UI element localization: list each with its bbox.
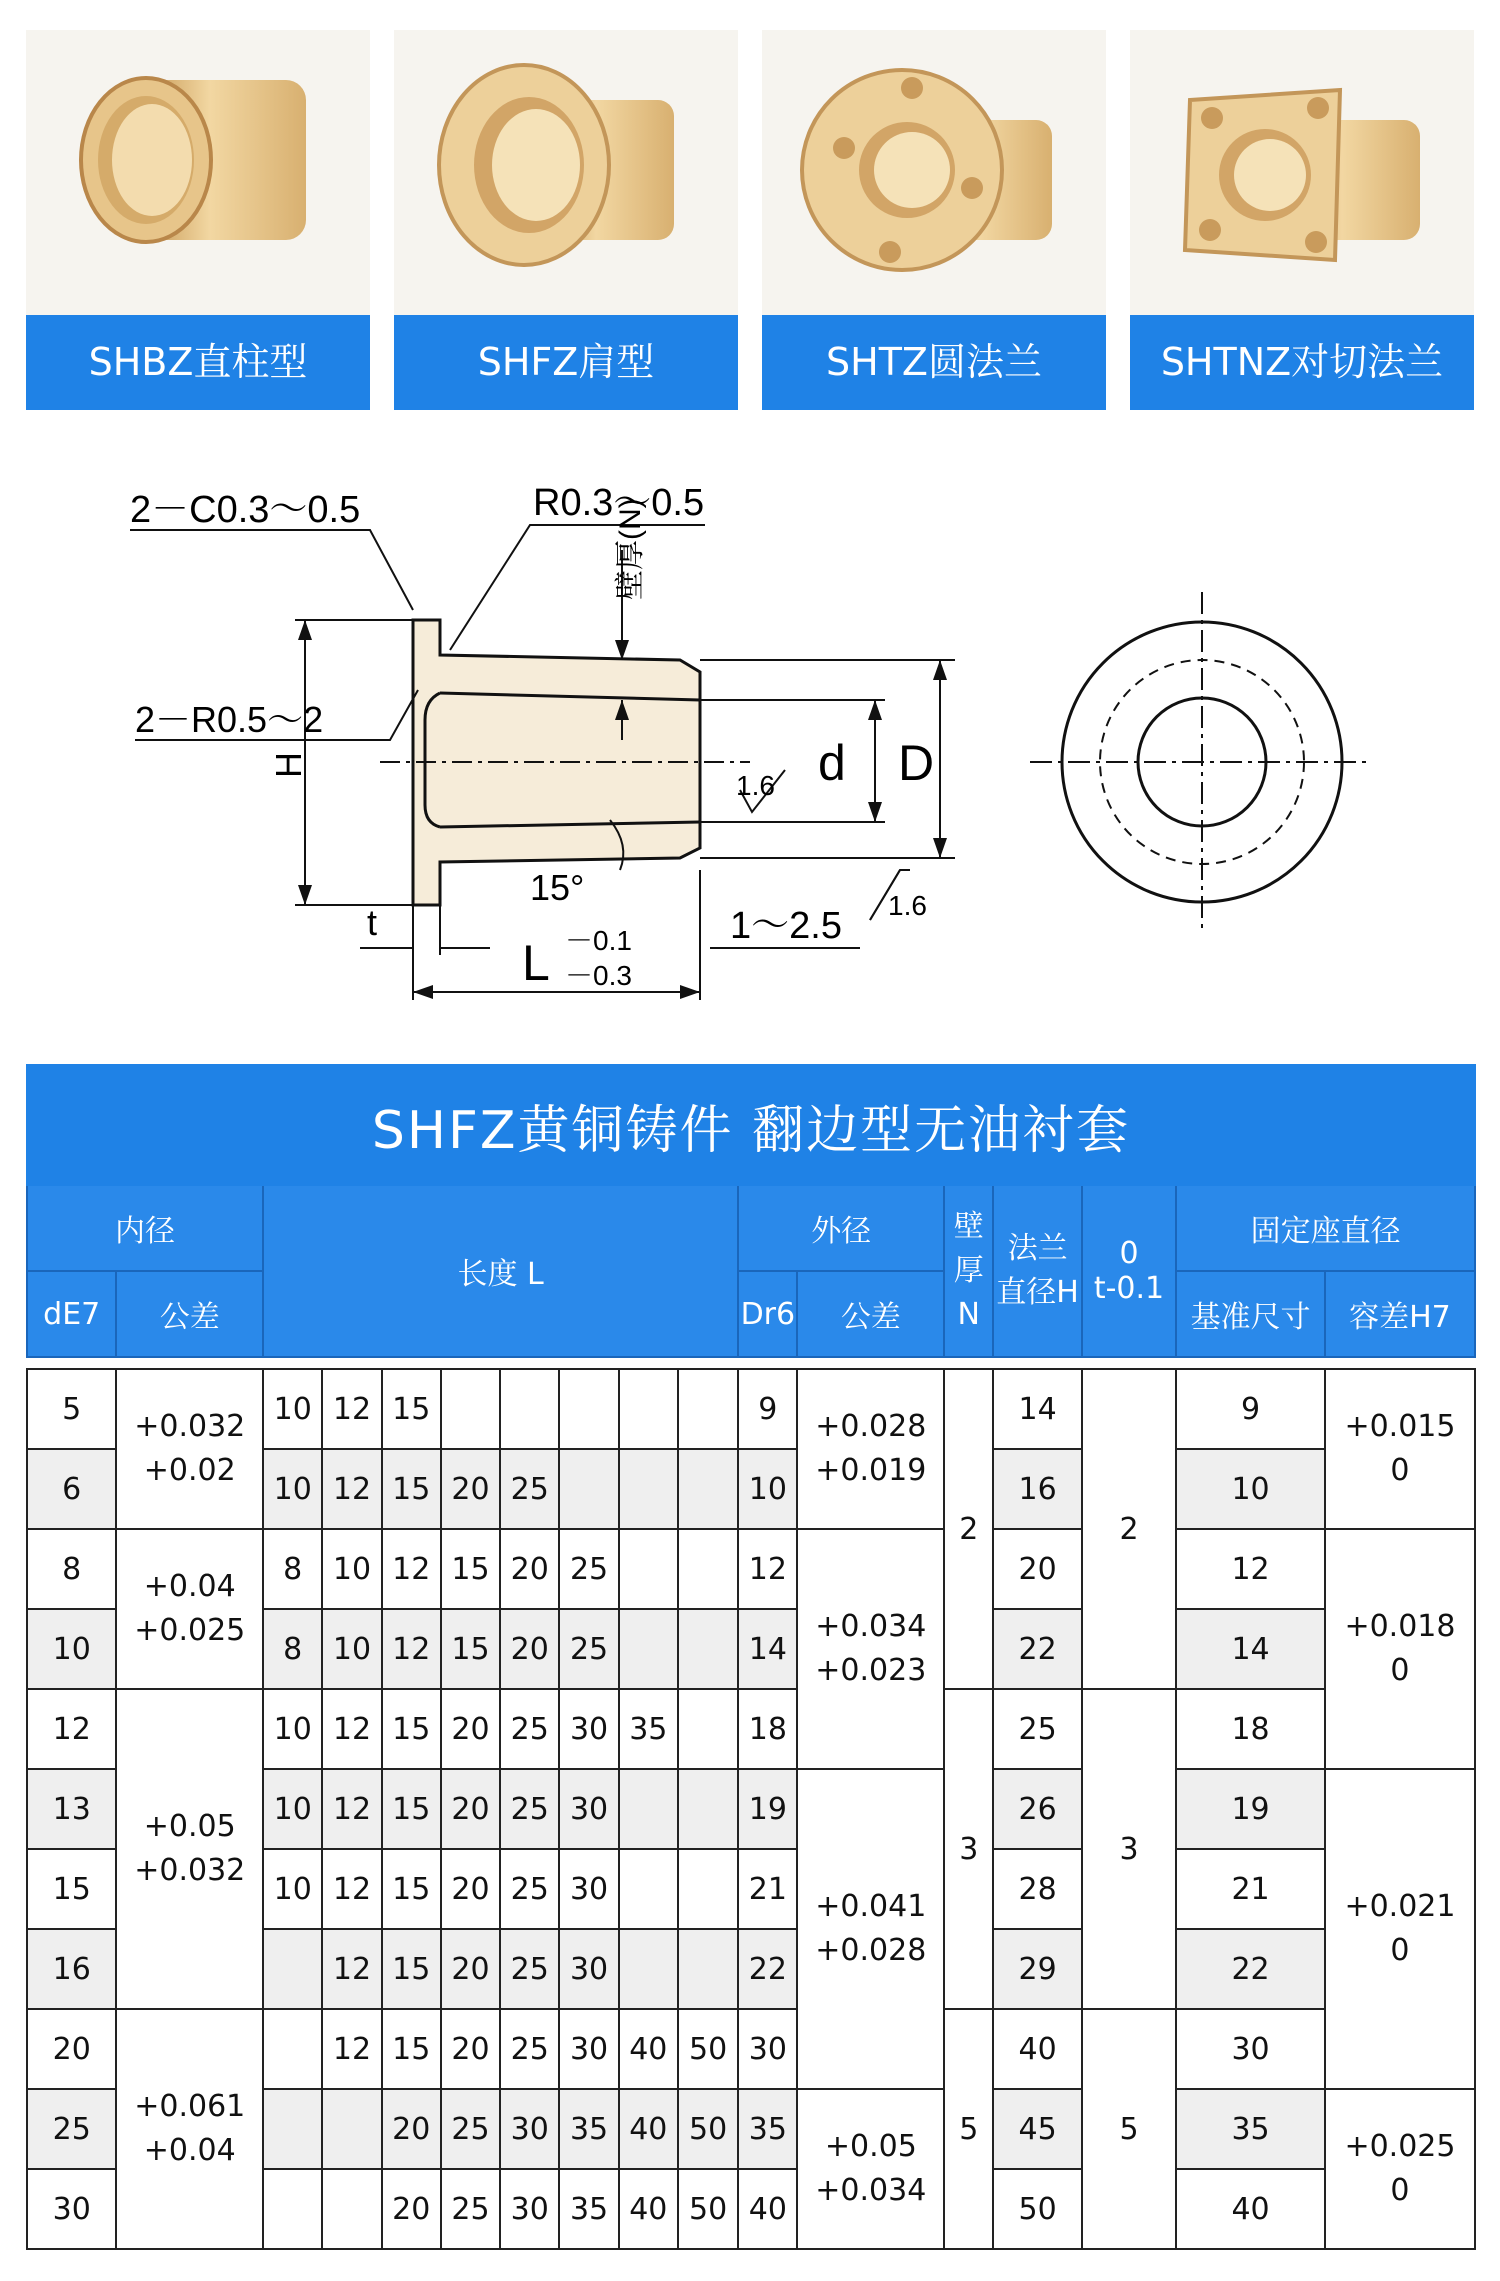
length-cell [559, 1449, 618, 1529]
length-cell: 15 [382, 1929, 441, 2009]
length-cell: 12 [322, 2009, 381, 2089]
inner-tolerance-cell [116, 2009, 263, 2249]
product-card-shfz[interactable] [394, 30, 738, 410]
h7-tolerance-cell [1325, 2089, 1475, 2249]
tolerance-lower: +0.02 [143, 1453, 236, 1488]
bushing-round-flange-icon [762, 30, 1106, 315]
length-cell [678, 1449, 738, 1529]
table-row [27, 1529, 1475, 1609]
chamfer-label: 2－C0.3～0.5 [130, 489, 361, 531]
flange-diameter-cell: 16 [993, 1449, 1081, 1529]
flange-thickness-cell: 3 [1082, 1689, 1176, 2009]
tolerance-upper: +0.015 [1344, 1409, 1456, 1444]
length-cell: 12 [322, 1849, 381, 1929]
length-cell: 15 [441, 1529, 500, 1609]
length-cell [619, 1449, 678, 1529]
h7-tolerance-cell [1325, 1369, 1475, 1529]
wall-thickness-cell: 3 [944, 1689, 993, 2009]
product-label: SHTNZ对切法兰 [1130, 315, 1474, 410]
length-cell: 30 [559, 1849, 618, 1929]
seat-base-cell: 12 [1176, 1529, 1325, 1609]
length-cell: 10 [263, 1849, 322, 1929]
flange-diameter-cell: 45 [993, 2089, 1081, 2169]
length-cell: 20 [441, 1449, 500, 1529]
outer-diameter-cell: 18 [738, 1689, 797, 1769]
length-cell [322, 2169, 381, 2249]
length-cell [619, 1929, 678, 2009]
tolerance-lower: +0.04 [143, 2133, 236, 2168]
length-cell: 15 [382, 2009, 441, 2089]
length-cell: 12 [322, 1769, 381, 1849]
seat-base-cell: 9 [1176, 1369, 1325, 1449]
length-cell [263, 2169, 322, 2249]
length-cell: 10 [322, 1529, 381, 1609]
outer-diameter-cell: 22 [738, 1929, 797, 2009]
tolerance-lower: 0 [1390, 2173, 1410, 2208]
L-tolerance-lower: －0.3 [565, 960, 632, 991]
length-cell: 30 [500, 2089, 559, 2169]
length-cell: 20 [441, 1929, 500, 2009]
tolerance-upper: +0.05 [824, 2129, 917, 2164]
length-cell: 15 [382, 1849, 441, 1929]
outer-diameter-cell: 9 [738, 1369, 797, 1449]
inner-diameter-cell: 6 [27, 1449, 116, 1529]
tolerance-lower: +0.032 [134, 1853, 246, 1888]
length-cell: 20 [441, 1769, 500, 1849]
length-cell: 20 [441, 1849, 500, 1929]
tolerance-upper: +0.018 [1344, 1609, 1456, 1644]
outer-tolerance-cell [797, 1769, 944, 2089]
length-cell [619, 1609, 678, 1689]
length-cell [678, 1609, 738, 1689]
length-cell [619, 1369, 678, 1449]
length-cell: 40 [619, 2169, 678, 2249]
length-cell: 20 [382, 2169, 441, 2249]
wall-thickness-label: 壁厚(N) [614, 498, 647, 600]
length-cell: 50 [678, 2089, 738, 2169]
length-cell [678, 1529, 738, 1609]
bushing-cut-flange-icon [1130, 30, 1474, 315]
flange-thickness-cell: 5 [1082, 2009, 1176, 2249]
seat-base-cell: 14 [1176, 1609, 1325, 1689]
header-t-tolerance [1082, 1185, 1176, 1357]
length-cell [619, 1529, 678, 1609]
length-cell [500, 1369, 559, 1449]
length-cell: 15 [382, 1369, 441, 1449]
outer-diameter-cell: 10 [738, 1449, 797, 1529]
tolerance-upper: +0.032 [134, 1409, 246, 1444]
length-cell [678, 1689, 738, 1769]
tolerance-upper: +0.05 [143, 1809, 236, 1844]
length-cell [322, 2089, 381, 2169]
wall-thickness-cell: 2 [944, 1369, 993, 1689]
tolerance-upper: +0.034 [815, 1609, 927, 1644]
technical-drawing [0, 440, 1500, 1020]
length-cell: 15 [382, 1769, 441, 1849]
product-card-shtnz[interactable] [1130, 30, 1474, 410]
length-cell [263, 1929, 322, 2009]
length-cell: 10 [263, 1689, 322, 1769]
inner-diameter-cell: 15 [27, 1849, 116, 1929]
t-label: t [367, 902, 378, 943]
tolerance-upper: +0.021 [1344, 1889, 1456, 1924]
length-cell: 35 [559, 2169, 618, 2249]
outer-tolerance-cell [797, 1369, 944, 1529]
radius-top-label: R0.3～0.5 [533, 482, 705, 524]
length-cell: 15 [382, 1689, 441, 1769]
tolerance-lower: 0 [1390, 1653, 1410, 1688]
length-cell: 35 [619, 1689, 678, 1769]
spec-table-wrapper [26, 1064, 1476, 2250]
header-base-size: 基准尺寸 [1176, 1271, 1325, 1357]
inner-diameter-cell: 16 [27, 1929, 116, 2009]
length-cell [678, 1929, 738, 2009]
tolerance-lower: +0.034 [815, 2173, 927, 2208]
length-cell: 15 [441, 1609, 500, 1689]
angle-label: 15° [530, 867, 585, 908]
inner-diameter-cell: 5 [27, 1369, 116, 1449]
h7-tolerance-cell [1325, 1769, 1475, 2089]
tolerance-lower: 0 [1390, 1933, 1410, 1968]
length-cell: 50 [678, 2009, 738, 2089]
product-card-shtz[interactable] [762, 30, 1106, 410]
header-seat-diameter: 固定座直径 [1176, 1185, 1475, 1271]
length-cell: 30 [559, 1929, 618, 2009]
radius-inner-label: 2－R0.5～2 [135, 699, 324, 740]
table-row [27, 2009, 1475, 2089]
header-inner-diameter: 内径 [27, 1185, 263, 1271]
outer-tolerance-cell [797, 1529, 944, 1769]
length-cell: 20 [382, 2089, 441, 2169]
outer-diameter-cell: 12 [738, 1529, 797, 1609]
H-label: H [268, 752, 309, 778]
length-cell: 30 [559, 1769, 618, 1849]
product-label: SHFZ肩型 [394, 315, 738, 410]
length-cell: 10 [322, 1609, 381, 1689]
table-row [27, 1369, 1475, 1449]
seat-base-cell: 22 [1176, 1929, 1325, 2009]
inner-diameter-cell: 25 [27, 2089, 116, 2169]
header-length: 长度 L [263, 1185, 738, 1357]
tolerance-upper: +0.061 [134, 2089, 246, 2124]
length-cell: 8 [263, 1609, 322, 1689]
length-cell: 25 [500, 1769, 559, 1849]
tolerance-upper: +0.025 [1344, 2129, 1456, 2164]
length-cell: 25 [500, 1849, 559, 1929]
length-cell: 25 [500, 1449, 559, 1529]
wall-thickness-cell: 5 [944, 2009, 993, 2249]
outer-diameter-cell: 19 [738, 1769, 797, 1849]
header-D-tolerance: 公差 [797, 1271, 944, 1357]
t-tol-top: 0 [1119, 1236, 1139, 1271]
length-cell: 15 [382, 1449, 441, 1529]
length-cell: 8 [263, 1529, 322, 1609]
length-cell: 12 [382, 1529, 441, 1609]
table-body [27, 1369, 1475, 2249]
length-cell [263, 2009, 322, 2089]
outer-tolerance-cell [797, 2089, 944, 2249]
product-label: SHTZ圆法兰 [762, 315, 1106, 410]
length-cell: 12 [382, 1609, 441, 1689]
tolerance-lower: +0.025 [134, 1613, 246, 1648]
length-cell [263, 2089, 322, 2169]
length-cell: 25 [500, 2009, 559, 2089]
flange-diameter-cell: 20 [993, 1529, 1081, 1609]
length-cell: 20 [441, 2009, 500, 2089]
length-cell: 25 [559, 1609, 618, 1689]
length-cell [619, 1849, 678, 1929]
length-cell: 50 [678, 2169, 738, 2249]
header-flange-diameter: 法兰直径H [993, 1185, 1081, 1357]
flange-diameter-cell: 26 [993, 1769, 1081, 1849]
flange-diameter-cell: 28 [993, 1849, 1081, 1929]
length-cell: 30 [559, 2009, 618, 2089]
length-cell: 25 [441, 2089, 500, 2169]
tolerance-lower: +0.028 [815, 1933, 927, 1968]
length-cell: 40 [619, 2089, 678, 2169]
flange-diameter-cell: 25 [993, 1689, 1081, 1769]
flange-diameter-cell: 29 [993, 1929, 1081, 2009]
inner-diameter-cell: 13 [27, 1769, 116, 1849]
length-cell: 20 [441, 1689, 500, 1769]
roughness-label: 1.6 [888, 890, 927, 921]
header-wall-thickness: 壁厚N [944, 1185, 993, 1357]
inner-diameter-cell: 10 [27, 1609, 116, 1689]
inner-diameter-cell: 20 [27, 2009, 116, 2089]
tolerance-lower: +0.023 [815, 1653, 927, 1688]
range-label: 1～2.5 [730, 905, 842, 947]
bushing-straight-icon [26, 30, 370, 315]
seat-base-cell: 35 [1176, 2089, 1325, 2169]
length-cell: 12 [322, 1689, 381, 1769]
h7-tolerance-cell [1325, 1529, 1475, 1769]
header-dE7: dE7 [27, 1271, 116, 1357]
length-cell: 12 [322, 1449, 381, 1529]
length-cell: 25 [441, 2169, 500, 2249]
L-label: L [522, 935, 550, 991]
D-label: D [898, 735, 935, 791]
length-cell: 30 [500, 2169, 559, 2249]
seat-base-cell: 21 [1176, 1849, 1325, 1929]
length-cell: 35 [559, 2089, 618, 2169]
outer-diameter-cell: 14 [738, 1609, 797, 1689]
seat-base-cell: 19 [1176, 1769, 1325, 1849]
inner-tolerance-cell [116, 1689, 263, 2009]
header-H7: 容差H7 [1325, 1271, 1475, 1357]
length-cell: 12 [322, 1369, 381, 1449]
length-cell: 20 [500, 1609, 559, 1689]
tolerance-lower: 0 [1390, 1453, 1410, 1488]
seat-base-cell: 10 [1176, 1449, 1325, 1529]
bushing-shoulder-icon [394, 30, 738, 315]
header-d-tolerance: 公差 [116, 1271, 263, 1357]
seat-base-cell: 18 [1176, 1689, 1325, 1769]
length-cell: 30 [559, 1689, 618, 1769]
product-card-shbz[interactable] [26, 30, 370, 410]
outer-diameter-cell: 35 [738, 2089, 797, 2169]
outer-diameter-cell: 30 [738, 2009, 797, 2089]
tolerance-upper: +0.041 [815, 1889, 927, 1924]
d-label: d [818, 735, 846, 791]
flange-diameter-cell: 14 [993, 1369, 1081, 1449]
length-cell [678, 1849, 738, 1929]
length-cell [678, 1769, 738, 1849]
length-cell: 12 [322, 1929, 381, 2009]
L-tolerance-upper: －0.1 [565, 925, 632, 956]
length-cell: 10 [263, 1769, 322, 1849]
inner-diameter-cell: 8 [27, 1529, 116, 1609]
length-cell: 10 [263, 1449, 322, 1529]
length-cell [619, 1769, 678, 1849]
table-title: SHFZ黄铜铸件 翻边型无油衬套 [27, 1065, 1475, 1185]
header-Dr6: Dr6 [738, 1271, 797, 1357]
flange-diameter-cell: 50 [993, 2169, 1081, 2249]
inner-diameter-cell: 12 [27, 1689, 116, 1769]
inner-diameter-cell: 30 [27, 2169, 116, 2249]
seat-base-cell: 40 [1176, 2169, 1325, 2249]
outer-diameter-cell: 40 [738, 2169, 797, 2249]
length-cell [559, 1369, 618, 1449]
length-cell: 25 [500, 1689, 559, 1769]
seat-base-cell: 30 [1176, 2009, 1325, 2089]
length-cell [678, 1369, 738, 1449]
length-cell: 20 [500, 1529, 559, 1609]
inner-tolerance-cell [116, 1369, 263, 1529]
roughness-label: 1.6 [736, 770, 775, 801]
flange-diameter-cell: 22 [993, 1609, 1081, 1689]
inner-tolerance-cell [116, 1529, 263, 1689]
outer-diameter-cell: 21 [738, 1849, 797, 1929]
length-cell: 25 [559, 1529, 618, 1609]
length-cell [441, 1369, 500, 1449]
flange-diameter-cell: 40 [993, 2009, 1081, 2089]
header-outer-diameter: 外径 [738, 1185, 944, 1271]
tolerance-upper: +0.028 [815, 1409, 927, 1444]
t-tol-bottom: t-0.1 [1093, 1271, 1165, 1306]
flange-thickness-cell: 2 [1082, 1369, 1176, 1689]
product-label: SHBZ直柱型 [26, 315, 370, 410]
tolerance-lower: +0.019 [815, 1453, 927, 1488]
length-cell: 40 [619, 2009, 678, 2089]
spec-table [26, 1064, 1476, 2250]
length-cell: 25 [500, 1929, 559, 2009]
length-cell: 10 [263, 1369, 322, 1449]
table-row [27, 1689, 1475, 1769]
tolerance-upper: +0.04 [143, 1569, 236, 1604]
